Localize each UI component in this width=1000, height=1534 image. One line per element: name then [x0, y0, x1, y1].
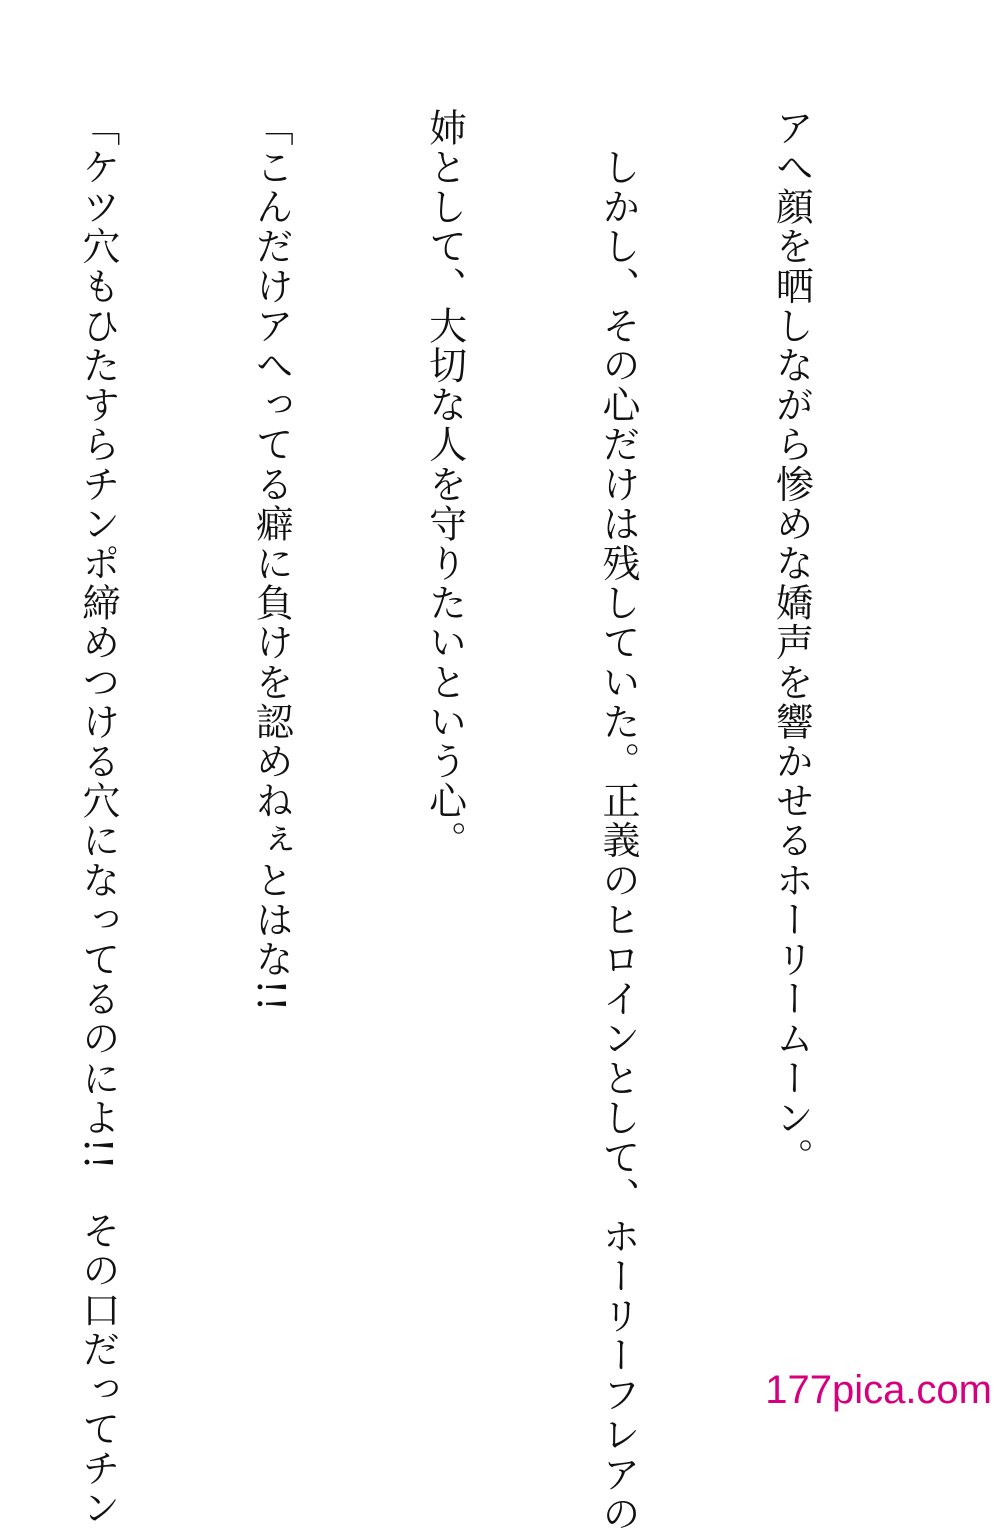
- text-line: しかし、その心だけは残していた。正義のヒロインとして、ホーリーフレアの: [596, 108, 641, 1534]
- site-watermark: 177pica.com: [765, 1368, 992, 1412]
- text-line: 「ケツ穴もひたすらチンポ締めつける穴になってるのによ!! その口だってチン: [75, 108, 120, 1528]
- text-line: アへ顔を晒しながら惨めな嬌声を響かせるホーリームーン。: [769, 108, 814, 1178]
- text-line: 姉として、大切な人を守りたいという心。: [422, 108, 467, 861]
- text-line: 「こんだけアへってる癖に負けを認めねぇとはな!!: [249, 108, 294, 1013]
